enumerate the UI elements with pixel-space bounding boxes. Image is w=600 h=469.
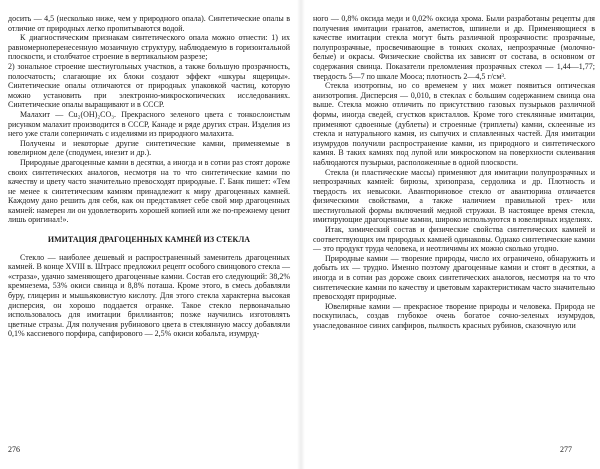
right-paragraph-jewelry: Ювелирные камни — прекрасное творение природы и человека. Природа не поскупилась, создав глубокое очень богатое сочно-зеленых изумрудов, унаследованное синих сапфиров, пылкость красных рубинов, сказочную или bbox=[313, 301, 595, 330]
right-paragraph-summary: Итак, химический состав и физические свойства синтетических камней и соответствующих им природных камней одинаковы. Однако синтетические камни — это продукт труда человека, и неотличимы их можно сколько угодно. bbox=[313, 225, 595, 254]
left-p1-line: досить — 4,5 (несколько ниже, чем у природного опала). Синтетические опалы в отличие от природных легко пропитываются водой. bbox=[8, 14, 290, 33]
left-paragraph-value: Природные драгоценные камни в десятки, а иногда и в сотни раз стоят дороже своих синтетических аналогов, несмотря на то что синтетические камни по качеству и цвету часто значительно превосходят природные. Г. Банк пишет: «Тем не менее к синтетическим камням принадлежит к миру драгоценных камней. Каждому дано решить для себя, как он представляет себе свой мир драгоценных камней: намерен ли он удовлетворить хорошей копией или же по-прежнему ценит лишь оригинал!». bbox=[8, 157, 290, 225]
right-paragraph-natural-stones: Природные камни — творение природы, число их ограничено, обнаружить и добыть их — трудно. Именно поэтому драгоценные камни и стоят в десятки, а иногда и в сотни раз дороже своих синтетических аналогов, несмотря на то что синтетические камни по качеству и цветовым характеристикам часто значительно превосходят природные. bbox=[313, 253, 595, 302]
book-gutter bbox=[297, 0, 305, 469]
right-paragraph-isotropy: Стекла изотропны, но со временем у них может появиться оптическая анизотропия. Дисперсия — 0,010, в стеклах с большим содержанием свинца она выше. Стекла можно отличить по присутствию газовых пузырьков различной формы, иногда сведей, сгустков кристаллов. Кроме того стеклянные имитации, применяют сдвоенные (дублеты) и строенные (триплеты) камни, склеенные из стекла и натурального камня, из сыпучих и сплавленных частей. Для имитации изумрудов получили распространение камни, из природного и синтетического камня. В таких камнях под лупой или микроскопом на поверхности склеивания наблюдаются пузырьки, расположенные в одной плоскости. bbox=[313, 81, 595, 167]
page-number-left: 276 bbox=[8, 445, 20, 454]
left-paragraph-1 bbox=[8, 14, 290, 110]
left-p1-line: 2) зональное строение шестиугольных участков, а также большую прозрачность, полосчатость; слагающие их блоки создают эффект «шкуры ящерицы». Синтетические опалы отличаются от природных упаковкой частиц, которую можно установить при электронно-микроскопических исследованиях. Синтетические опалы выращивают и в СССР. bbox=[8, 61, 290, 110]
right-page bbox=[313, 14, 595, 331]
left-paragraph-other-synthetics: Получены и некоторые другие синтетические камни, применяемые в ювелирном деле (сподумен, инезит и др.). bbox=[8, 138, 290, 158]
left-paragraph-glass: Стекло — наиболее дешевый и распространенный заменитель драгоценных камней. В конце XVIII в. Штрасс предложил рецепт особого свинцового стекла — «страза», удачно заменяющего драгоценные камни. Состав его следующий: 38,2% кремнезема, 53% окиси свинца и 8,8% поташа. Кроме этого, в смесь добавляли буру, глицерин и мышьяковистую кислоту. Для этого стекла характерна высокая дисперсия, он хорошо поддается огранке. Такое стекло первоначально использовалось для имитации бриллиантов; позже научились изготовлять цветные стразы. Для получения рубинового цвета в стеклянную массу добавляли 0,1% кассиевого порфира, сапфирового — 2,5% окиси кобальта, изумруд- bbox=[8, 252, 290, 339]
left-p1-line: К диагностическим признакам синтетического опала можно отнести: 1) их равномерноперенесенную мозаичную структуру, наблюдаемую в горизонтальной плоскости, и столбчатое строение в вертикальном разрезе; bbox=[8, 33, 290, 62]
left-page bbox=[8, 14, 290, 339]
left-paragraph-malachite: Малахит — Cu₂(OH)₂CO₃. Прекрасного зеленого цвета с тонкослоистым рисунком малахит производится в СССР, Канаде и ряде других стран. Изделия из него уже стали соперничать с изделиями из природного малахита. bbox=[8, 109, 290, 139]
right-paragraph-continuation: ного — 0,8% оксида меди и 0,02% оксида хрома. Были разработаны рецепты для получения имитации гранатов, аметистов, шпинели и др. Применяющиеся в качестве имитации стекла могут быть различной прозрачности: прозрачные, полупрозрачные, просвечивающие в тонких сколах, непрозрачные (молочно-белые) и окрасы. Физические свойства их зависят от состава, в основном от содержания свинца. Показатели преломления прозрачных стекол — 1,44—1,77; твердость 5—7 по шкале Мооса; плотность 2—4,5 г/см³. bbox=[313, 14, 595, 81]
right-paragraph-plastics: Стекла (и пластические массы) применяют для имитации полупрозрачных и непрозрачных камней: бирюзы, хризопраза, сердолика и др. Плотность и твердость их невысоки. Авантюриновое стекло от авантюрина отличается физическими свойствами, а также наличием правильной трех- или шестиугольной формы включений медной стружки. В настоящее время стекла, имитирующие драгоценные камни, широко используются в ювелирных изделиях. bbox=[313, 167, 595, 225]
section-heading-glass-imitation: ИМИТАЦИЯ ДРАГОЦЕННЫХ КАМНЕЙ ИЗ СТЕКЛА bbox=[47, 235, 251, 245]
page-number-right: 277 bbox=[560, 445, 572, 454]
